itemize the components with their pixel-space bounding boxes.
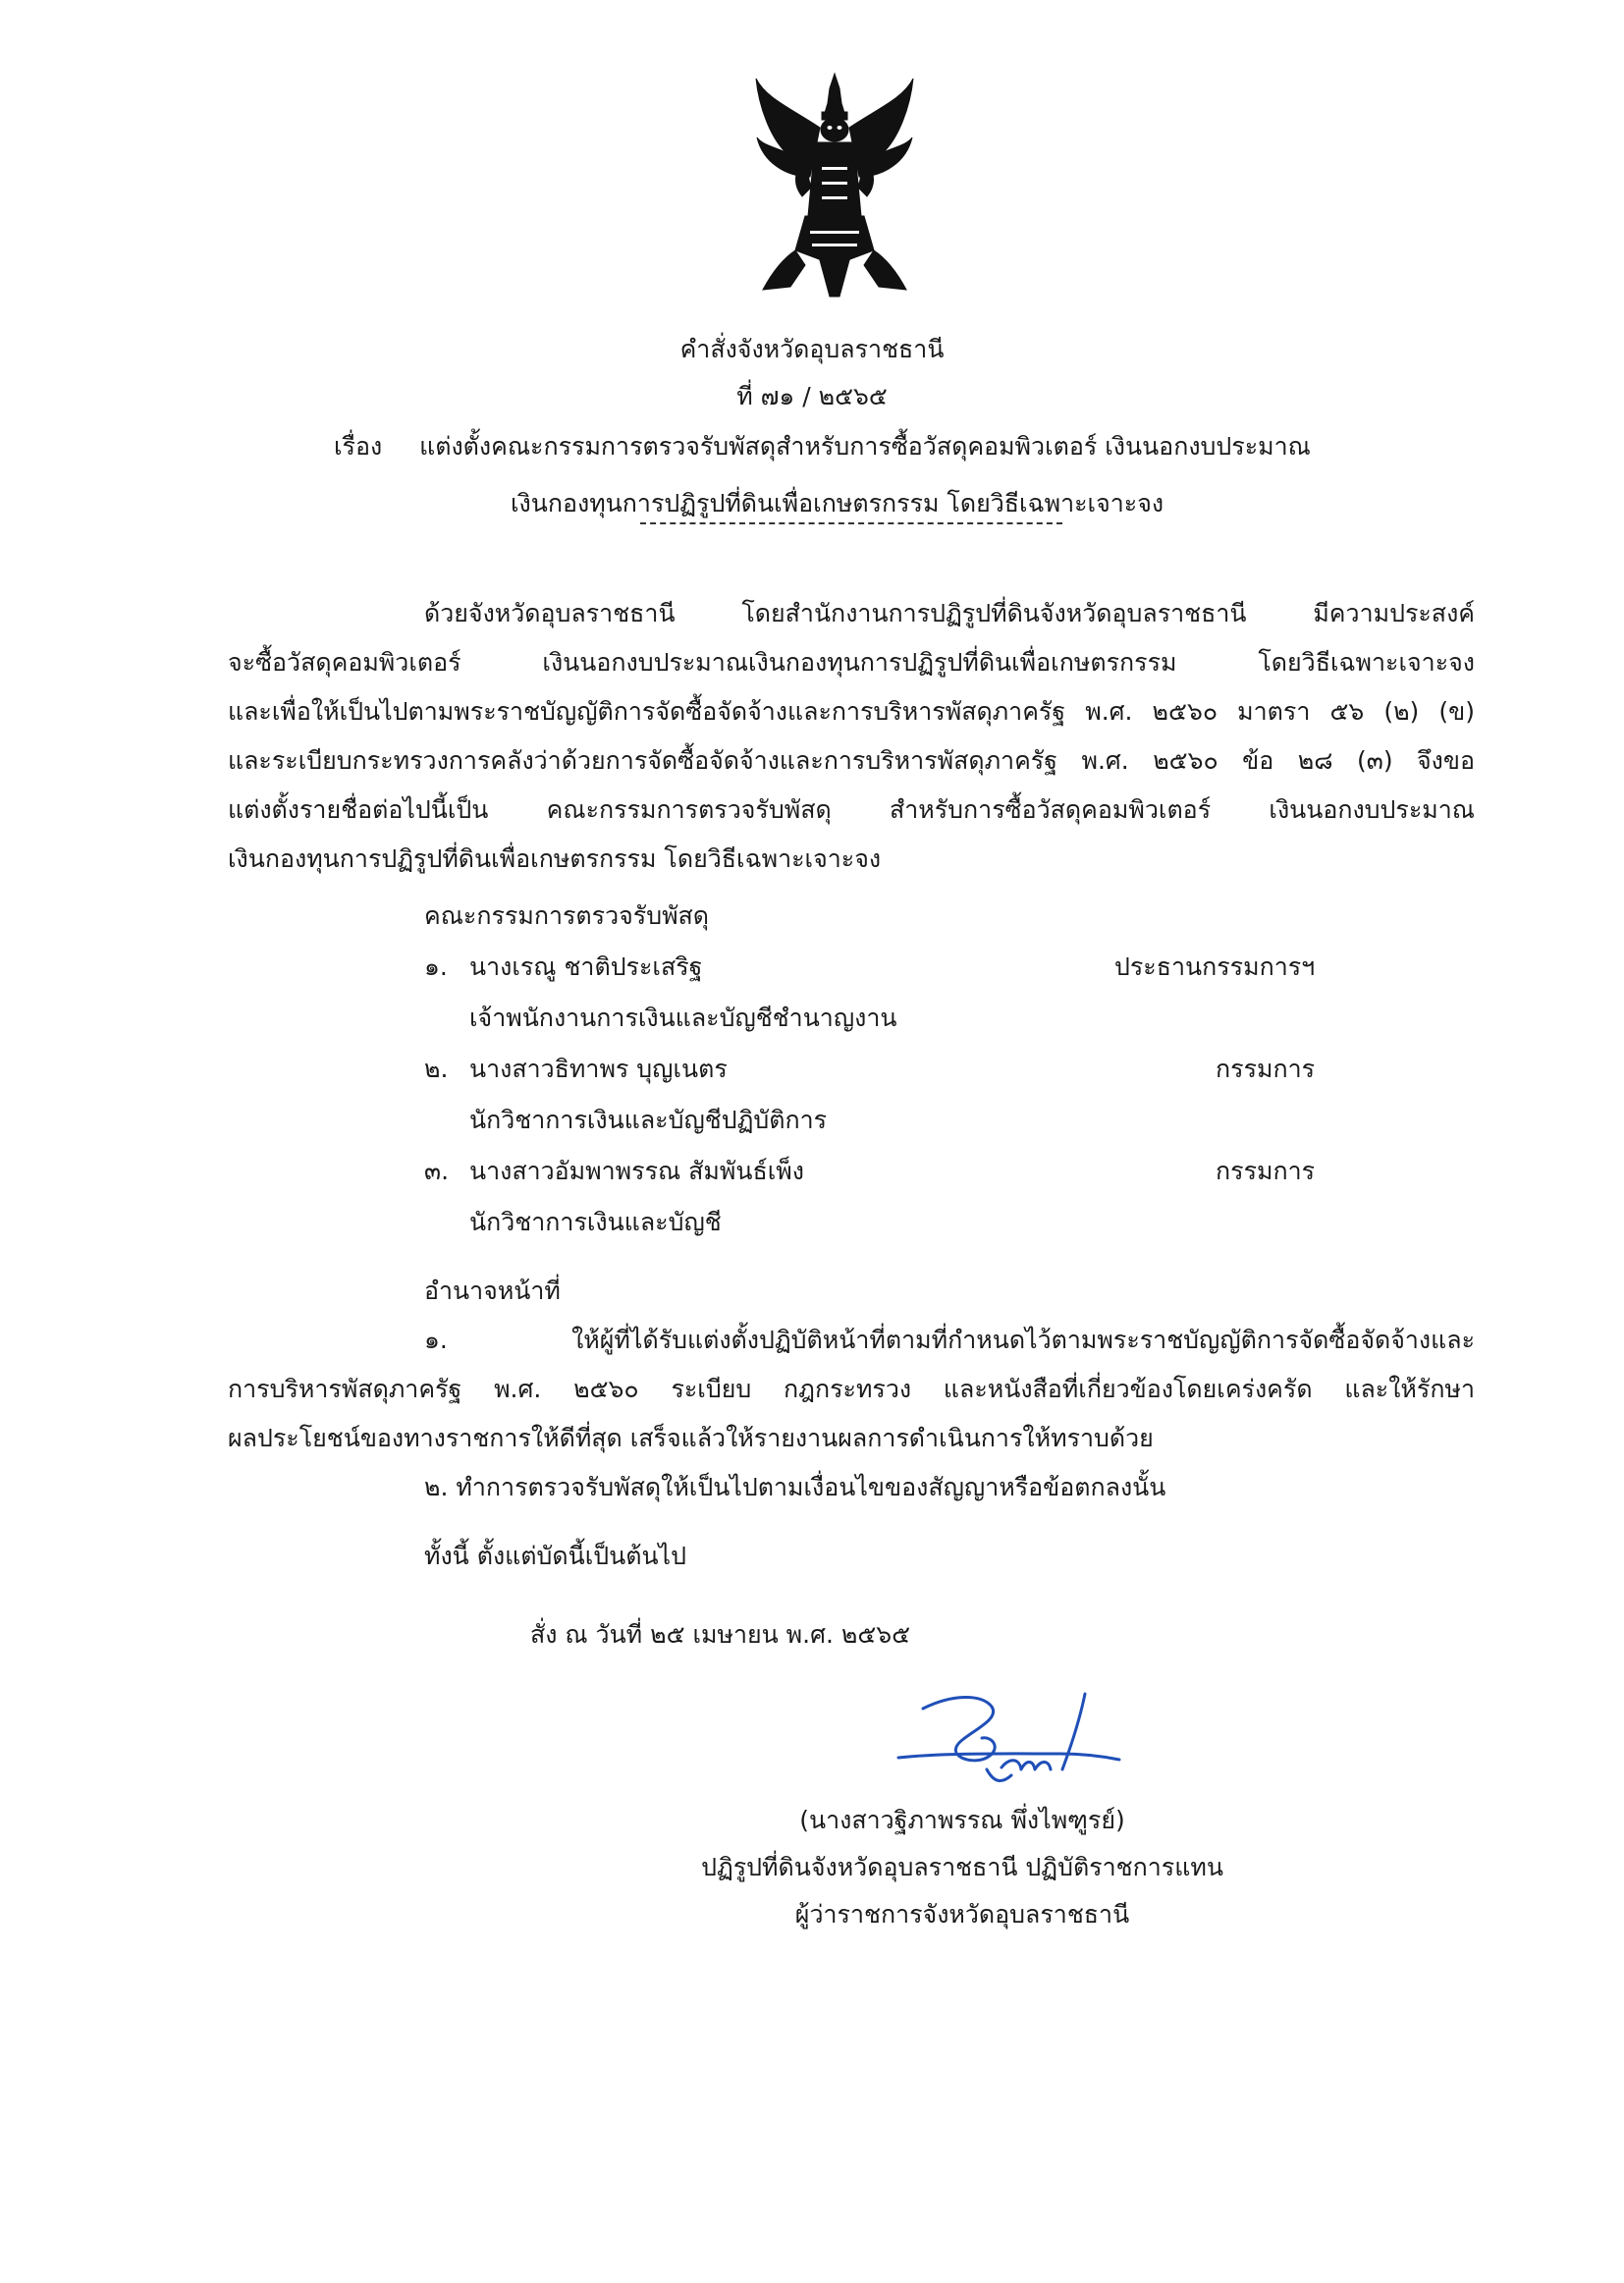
signatory-name: (นางสาวฐิภาพรรณ พึ่งไพฑูรย์) <box>799 1806 1125 1834</box>
body-line: และเพื่อให้เป็นไปตามพระราชบัญญัติการจัดซื้อจัดจ้างและการบริหารพัสดุภาครัฐ พ.ศ. ๒๕๖๐ มาตรา ๕๖ (๒) (ข) <box>228 697 1475 726</box>
body-line: แต่งตั้งรายชื่อต่อไปนี้เป็น คณะกรรมการตรวจรับพัสดุ สำหรับการซื้อวัสดุคอมพิวเตอร์ เงินนอกงบประมาณ <box>228 795 1475 824</box>
body-line: และระเบียบกระทรวงการคลังว่าด้วยการจัดซื้อจัดจ้างและการบริหารพัสดุภาครัฐ พ.ศ. ๒๕๖๐ ข้อ ๒๘ (๓) จึงขอ <box>228 746 1475 775</box>
subject-label: เรื่อง <box>334 432 383 461</box>
member-name: นางสาวธิทาพร บุญเนตร <box>469 1055 728 1083</box>
signatory-block <box>687 1797 1237 1938</box>
order-header <box>0 326 1624 420</box>
body-paragraph <box>228 589 1475 884</box>
member-1-title: เจ้าพนักงานการเงินและบัญชีชำนาญงาน <box>469 1004 897 1032</box>
committee-heading: คณะกรรมการตรวจรับพัสดุ <box>424 901 710 930</box>
body-line: เงินกองทุนการปฏิรูปที่ดินเพื่อเกษตรกรรม โดยวิธีเฉพาะเจาะจง <box>228 844 882 873</box>
member-number: ๓. <box>424 1157 450 1185</box>
member-2-name <box>424 1045 728 1094</box>
member-2-role: กรรมการ <box>1216 1055 1316 1083</box>
garuda-emblem-icon <box>751 69 918 304</box>
body-line: ด้วยจังหวัดอุบลราชธานี โดยสำนักงานการปฏิรูปที่ดินจังหวัดอุบลราชธานี มีความประสงค์ <box>424 599 1475 627</box>
duty-item-1 <box>228 1316 1475 1463</box>
subject-text-2: เงินกองทุนการปฏิรูปที่ดินเพื่อเกษตรกรรม โดยวิธีเฉพาะเจาะจง <box>511 489 1164 517</box>
member-1-name <box>424 943 702 992</box>
duties-heading: อำนาจหน้าที่ <box>424 1277 561 1305</box>
subject-line-1 <box>334 422 1311 471</box>
member-3-title: นักวิชาการเงินและบัญชี <box>469 1208 722 1236</box>
order-date: สั่ง ณ วันที่ ๒๕ เมษายน พ.ศ. ๒๕๖๕ <box>530 1620 911 1649</box>
member-3-role: กรรมการ <box>1216 1157 1316 1185</box>
member-name: นางสาวอัมพาพรรณ สัมพันธ์เพ็ง <box>469 1157 804 1185</box>
subject-text-1: แต่งตั้งคณะกรรมการตรวจรับพัสดุสำหรับการซื้อวัสดุคอมพิวเตอร์ เงินนอกงบประมาณ <box>419 432 1311 461</box>
order-number: ที่ ๗๑ / ๒๕๖๕ <box>736 382 888 410</box>
body-line: จะซื้อวัสดุคอมพิวเตอร์ เงินนอกงบประมาณเงินกองทุนการปฏิรูปที่ดินเพื่อเกษตรกรรม โดยวิธีเฉพาะเจาะจง <box>228 648 1475 677</box>
member-name: นางเรณู ชาติประเสริฐ <box>469 952 703 981</box>
duty-line: ผลประโยชน์ของทางราชการให้ดีที่สุด เสร็จแล้วให้รายงานผลการดำเนินการให้ทราบด้วย <box>228 1424 1154 1452</box>
duty-line: ๑. ให้ผู้ที่ได้รับแต่งตั้งปฏิบัติหน้าที่ตามที่กำหนดไว้ตามพระราชบัญญัติการจัดซื้อจัดจ้างและ <box>424 1326 1475 1354</box>
signatory-position-1: ปฏิรูปที่ดินจังหวัดอุบลราชธานี ปฏิบัติราชการแทน <box>701 1853 1223 1881</box>
separator-line <box>640 522 1062 524</box>
member-3-name <box>424 1147 804 1196</box>
member-2-title: นักวิชาการเงินและบัญชีปฏิบัติการ <box>469 1106 828 1134</box>
member-number: ๒. <box>424 1055 449 1083</box>
duty-item-2: ๒. ทำการตรวจรับพัสดุให้เป็นไปตามเงื่อนไขของสัญญาหรือข้อตกลงนั้น <box>424 1473 1166 1501</box>
effective-clause: ทั้งนี้ ตั้งแต่บัดนี้เป็นต้นไป <box>424 1542 686 1570</box>
order-title: คำสั่งจังหวัดอุบลราชธานี <box>679 335 945 363</box>
signatory-position-2: ผู้ว่าราชการจังหวัดอุบลราชธานี <box>794 1900 1130 1929</box>
member-number: ๑. <box>424 952 448 981</box>
member-1-role: ประธานกรรมการฯ <box>1114 952 1316 981</box>
handwritten-signature-icon <box>884 1689 1139 1797</box>
duty-line: การบริหารพัสดุภาครัฐ พ.ศ. ๒๕๖๐ ระเบียบ กฎกระทรวง และหนังสือที่เกี่ยวข้องโดยเคร่งครัด และให้รักษา <box>228 1375 1475 1403</box>
